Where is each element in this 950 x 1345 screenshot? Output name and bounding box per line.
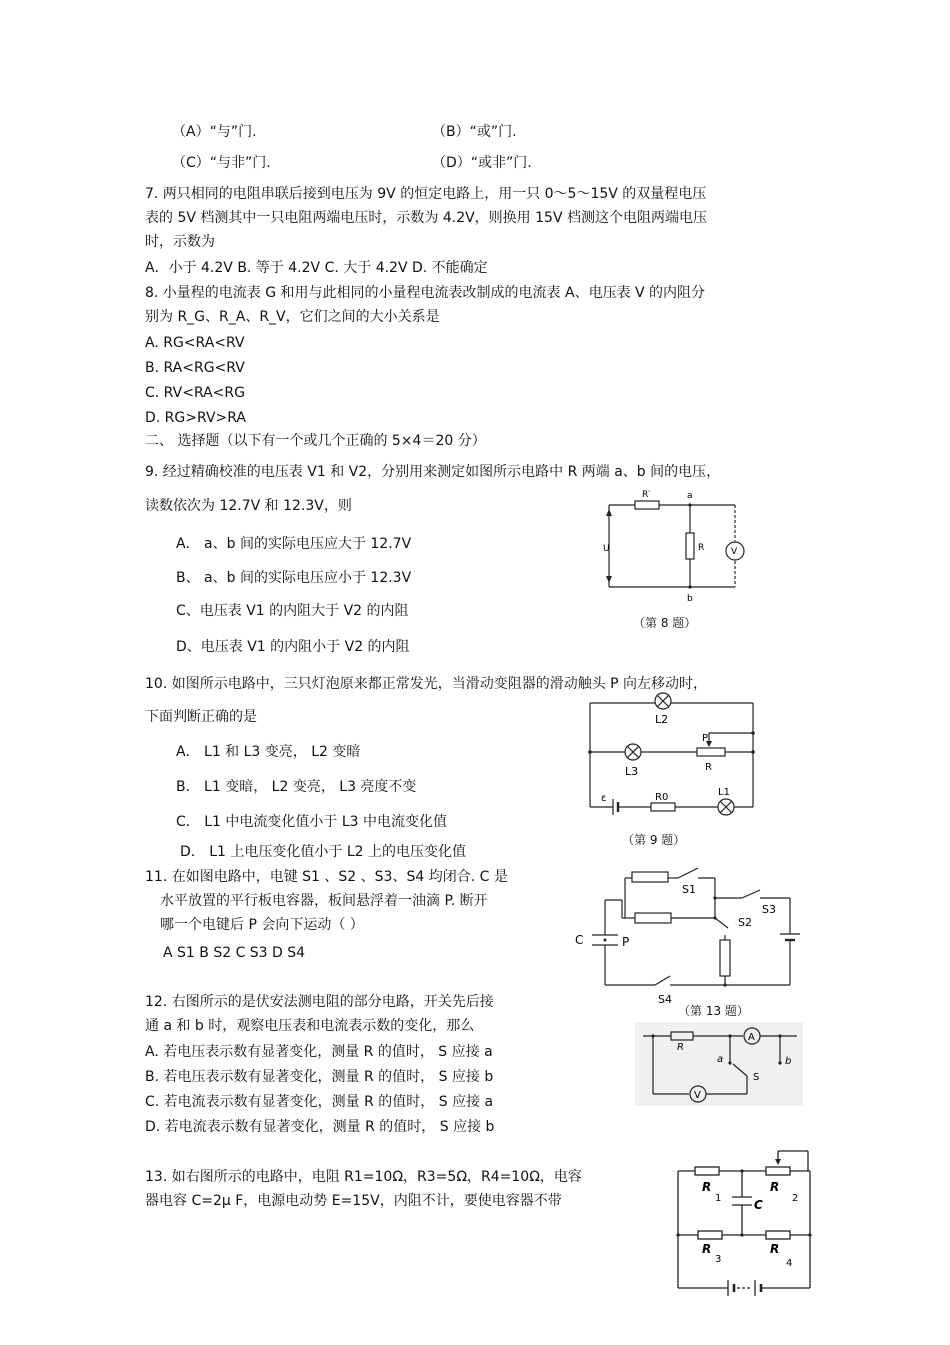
q9-fig-label-r: R bbox=[698, 543, 705, 553]
q11-fig-label-c: C bbox=[575, 933, 584, 947]
q13-fig-label-r1: R bbox=[702, 1180, 712, 1194]
q10-fig-label-l3: L3 bbox=[625, 765, 639, 778]
q7-text-line2: 表的 5V 档测其中一只电阻两端电压时，示数为 4.2V，则换用 15V 档测这个电阻两端电压 bbox=[145, 210, 707, 226]
q11-options: A S1 B S2 C S3 D S4 bbox=[163, 945, 306, 961]
q9-text-line2: 读数依次为 12.7V 和 12.3V，则 bbox=[145, 498, 352, 514]
q13-fig-label-r3: R bbox=[702, 1242, 712, 1256]
q13-circuit-diagram bbox=[670, 1145, 815, 1295]
q9-option-d: D、电压表 V1 的内阻小于 V2 的内阻 bbox=[176, 639, 410, 655]
q11-fig-label-s1: S1 bbox=[682, 883, 696, 896]
q8-text-line2: 别为 R_G、R_A、R_V，它们之间的大小关系是 bbox=[145, 309, 440, 325]
q11-fig-label-s3: S3 bbox=[762, 903, 776, 916]
q11-figure-caption: （第 13 题） bbox=[678, 1004, 749, 1018]
q7-options: A．小于 4.2V B. 等于 4.2V C. 大于 4.2V D. 不能确定 bbox=[145, 260, 488, 276]
q12-option-d: D. 若电流表示数有显著变化，测量 R 的值时， S 应接 b bbox=[145, 1119, 495, 1135]
q13-fig-label-r4: R bbox=[770, 1242, 780, 1256]
q10-fig-label-e: ε bbox=[601, 793, 607, 804]
q13-fig-label-2: 2 bbox=[792, 1193, 799, 1204]
q9-figure-caption: （第 8 题） bbox=[633, 616, 697, 630]
q6-option-c: （C）“与非”门. bbox=[172, 155, 271, 171]
q9-fig-label-b: b bbox=[687, 594, 693, 604]
q10-figure-caption: （第 9 题） bbox=[622, 833, 686, 847]
q10-option-a: A． L1 和 L3 变亮， L2 变暗 bbox=[176, 744, 361, 760]
q11-text-line2: 水平放置的平行板电容器，板间悬浮着一油滴 P. 断开 bbox=[160, 893, 488, 909]
q10-text-line1: 10. 如图所示电路中，三只灯泡原来都正常发光，当滑动变阻器的滑动触头 P 向左移动时， bbox=[145, 676, 708, 692]
q10-text-line2: 下面判断正确的是 bbox=[145, 709, 257, 725]
q9-option-a: A． a、b 间的实际电压应大于 12.7V bbox=[176, 536, 412, 552]
q9-text-line1: 9. 经过精确校准的电压表 V1 和 V2，分别用来测定如图所示电路中 R 两端 a、b 间的电压， bbox=[145, 464, 721, 480]
q13-fig-label-3: 3 bbox=[715, 1254, 722, 1265]
q11-text-line1: 11. 在如图电路中，电键 S1 、S2 、S3、S4 均闭合. C 是 bbox=[145, 869, 508, 885]
q13-fig-label-r2: R bbox=[770, 1180, 780, 1194]
q8-option-d: D. RG>RV>RA bbox=[145, 410, 246, 426]
q10-option-c: C． L1 中电流变化值小于 L3 中电流变化值 bbox=[176, 814, 447, 830]
q12-option-c: C. 若电流表示数有显著变化，测量 R 的值时， S 应接 a bbox=[145, 1094, 494, 1110]
q7-text-line1: 7. 两只相同的电阻串联后接到电压为 9V 的恒定电路上，用一只 0～5～15V 的双量程电压 bbox=[145, 186, 707, 202]
q12-fig-label-b: b bbox=[785, 1056, 792, 1067]
q10-fig-label-r0: R0 bbox=[655, 792, 669, 803]
q10-fig-label-l1: L1 bbox=[718, 787, 730, 798]
q11-fig-label-p: P bbox=[622, 935, 630, 949]
q12-text-line1: 12. 右图所示的是伏安法测电阻的部分电路，开关先后接 bbox=[145, 994, 494, 1010]
q9-fig-label-u: U bbox=[603, 544, 610, 554]
q9-option-b: B、 a、b 间的实际电压应小于 12.3V bbox=[176, 570, 412, 586]
q13-text-line2: 器电容 C=2μ F，电源电动势 E=15V，内阻不计，要使电容器不带 bbox=[145, 1193, 562, 1209]
q12-fig-label-s: S bbox=[753, 1072, 760, 1083]
q8-option-a: A. RG<RA<RV bbox=[145, 335, 245, 351]
q12-circuit-diagram bbox=[635, 1022, 803, 1106]
q11-circuit-diagram bbox=[570, 860, 810, 1008]
q8-option-c: C. RV<RA<RG bbox=[145, 385, 245, 401]
q9-fig-label-rprime: R′ bbox=[642, 490, 651, 500]
q12-option-b: B. 若电压表示数有显著变化，测量 R 的值时， S 应接 b bbox=[145, 1069, 494, 1085]
q12-option-a: A. 若电压表示数有显著变化，测量 R 的值时， S 应接 a bbox=[145, 1044, 493, 1060]
q12-text-line2: 通 a 和 b 时，观察电压表和电流表示数的变化，那么 bbox=[145, 1018, 475, 1034]
q10-fig-label-r: R bbox=[705, 762, 712, 773]
q12-fig-label-r: R bbox=[677, 1042, 684, 1053]
q12-fig-label-a: a bbox=[717, 1054, 724, 1065]
q10-circuit-diagram bbox=[585, 685, 765, 820]
q11-text-line3: 哪一个电键后 P 会向下运动（ ） bbox=[160, 917, 364, 933]
q9-fig-label-a: a bbox=[687, 491, 693, 501]
q10-fig-label-l2: L2 bbox=[655, 713, 669, 726]
q10-option-d: D． L1 上电压变化值小于 L2 上的电压变化值 bbox=[180, 844, 466, 860]
q13-fig-label-4: 4 bbox=[786, 1258, 793, 1269]
q6-option-a: （A）“与”门. bbox=[172, 124, 257, 140]
q13-fig-label-c: C bbox=[754, 1198, 763, 1212]
q9-circuit-diagram bbox=[595, 485, 755, 610]
q8-text-line1: 8. 小量程的电流表 G 和用与此相同的小量程电流表改制成的电流表 A、电压表 V 的内阻分 bbox=[145, 285, 706, 301]
q13-text-line1: 13. 如右图所示的电路中，电阻 R1=10Ω，R3=5Ω，R4=10Ω，电容 bbox=[145, 1169, 582, 1185]
q12-fig-label-a-meter: A bbox=[748, 1032, 755, 1043]
q8-option-b: B. RA<RG<RV bbox=[145, 360, 245, 376]
q6-option-d: （D）“或非”门. bbox=[432, 155, 532, 171]
section-2-heading: 二、 选择题（以下有一个或几个正确的 5×4＝20 分） bbox=[145, 433, 486, 449]
q12-fig-label-v: V bbox=[694, 1090, 701, 1101]
q9-option-c: C、电压表 V1 的内阻大于 V2 的内阻 bbox=[176, 603, 409, 619]
q9-fig-label-v: V bbox=[731, 547, 738, 557]
q10-option-b: B． L1 变暗， L2 变亮， L3 亮度不变 bbox=[176, 779, 417, 795]
q11-fig-label-s4: S4 bbox=[658, 993, 672, 1006]
q7-text-line3: 时，示数为 bbox=[145, 234, 215, 250]
q10-fig-label-p: P bbox=[702, 733, 709, 744]
q13-fig-label-1: 1 bbox=[715, 1193, 722, 1204]
q11-fig-label-s2: S2 bbox=[738, 916, 752, 929]
q6-option-b: （B）“或”门. bbox=[432, 124, 517, 140]
